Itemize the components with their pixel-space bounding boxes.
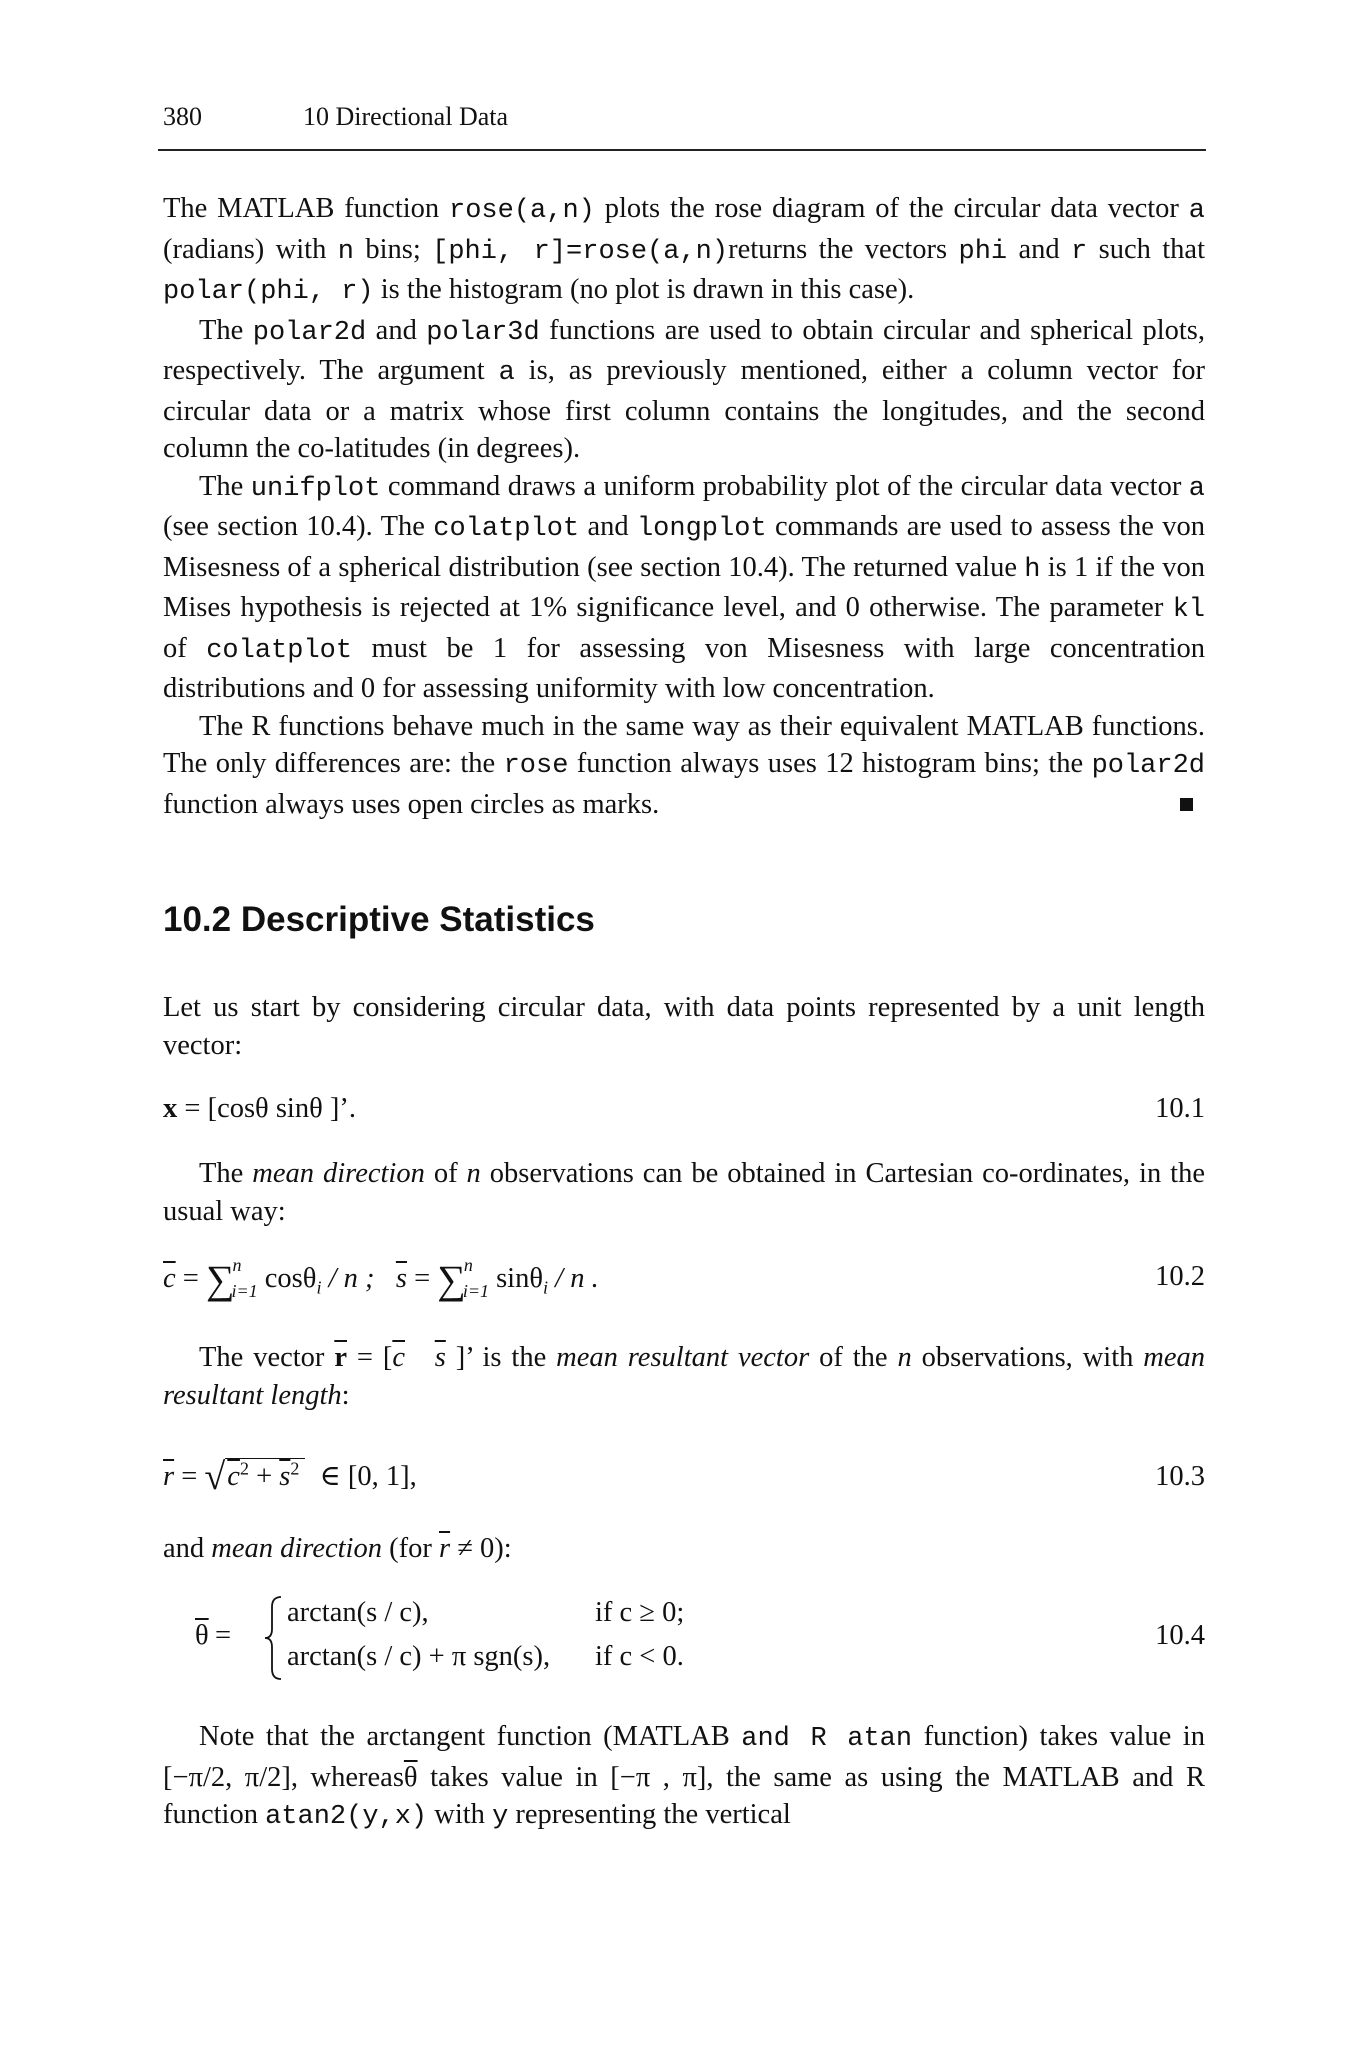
text: (radians) with	[163, 233, 338, 265]
case-1-expression: arctan(s / c),	[287, 1597, 429, 1628]
text: Let us start by considering circular data, with data points represented by a unit length vector:	[163, 992, 1205, 1061]
code: polar2d	[1091, 751, 1205, 781]
text: function always uses 12 histogram bins; the	[568, 748, 1092, 779]
text: The	[199, 470, 251, 502]
subscript: i	[543, 1277, 549, 1298]
code: unifplot	[250, 473, 381, 504]
case-2-expression: arctan(s / c) + π sgn(s),	[287, 1641, 551, 1672]
equation-number: 10.3	[1155, 1461, 1205, 1492]
text: :	[341, 1379, 350, 1411]
sum-symbol: ∑	[205, 1257, 235, 1302]
code: h	[1024, 554, 1041, 585]
paragraph-7	[163, 1339, 1205, 1414]
text: (see section 10.4). The	[163, 511, 434, 542]
text: takes value in [−π , π], the same as using the MATLAB and R function	[163, 1761, 1205, 1830]
equation-body	[163, 1093, 356, 1124]
code: polar(phi, r)	[163, 277, 374, 307]
equation-10-3	[163, 1455, 1205, 1505]
text: Note that the arctangent function (MATLAB	[199, 1721, 742, 1752]
header-rule	[158, 149, 1206, 151]
equation-10-4	[163, 1595, 1205, 1685]
code: rose	[503, 751, 569, 781]
section-heading: 10.2 Descriptive Statistics	[163, 900, 595, 939]
text: is, as previously mentioned, either a column vector for circular data or a matrix whose first column contains the longitudes, and the second column the co-latitudes (in degrees).	[163, 355, 1205, 464]
text: ≠ 0):	[450, 1533, 512, 1564]
code: phi	[958, 236, 1008, 267]
sum-upper: n	[232, 1255, 242, 1275]
text: such that	[1087, 233, 1206, 265]
term: mean direction	[252, 1158, 425, 1189]
text: ]’ is the	[445, 1342, 557, 1373]
term: mean direction	[211, 1533, 382, 1564]
text: is 1 if the von Mises hypothesis is rejected at 1% significance level, and 0 otherwise. The parameter	[163, 551, 1205, 623]
paragraph-8	[163, 1530, 1205, 1568]
text: plots the rose diagram of the circular data vector	[594, 193, 1189, 224]
term: mean resultant vector	[556, 1342, 810, 1373]
text: sinθ	[488, 1263, 544, 1294]
code: a	[1188, 473, 1205, 504]
paragraph-2	[163, 312, 1205, 468]
sum-upper: n	[463, 1255, 473, 1275]
s-bar: $\overline{s}$	[434, 1342, 446, 1373]
text: The	[199, 314, 253, 346]
left-brace-icon	[263, 1595, 285, 1681]
s-bar: $\overline{s}$	[395, 1263, 407, 1294]
vector-x: x	[163, 1093, 178, 1124]
text: of	[163, 632, 207, 664]
text: functions are used to obtain circular and spherical plots, respectively. The argument	[163, 314, 1206, 386]
equation-number: 10.4	[1155, 1620, 1205, 1651]
sum-lower: i=1	[462, 1281, 489, 1301]
exponent: 2	[290, 1458, 300, 1479]
text: The vector	[199, 1342, 335, 1373]
text: observations can be obtained in Cartesian co-ordinates, in the usual way:	[163, 1158, 1205, 1227]
sum-symbol: ∑	[437, 1257, 466, 1302]
code: colatplot	[433, 514, 580, 544]
text: with	[427, 1799, 493, 1830]
code: rose(a,n)	[449, 196, 595, 226]
chapter-title: 10 Directional Data	[303, 102, 509, 131]
paragraph-4	[163, 708, 1205, 824]
text: / n .	[548, 1263, 599, 1294]
text: (for	[381, 1533, 439, 1564]
text: returns the vectors	[728, 233, 959, 265]
equation-body	[163, 1255, 599, 1302]
end-of-proof-square	[1180, 798, 1193, 811]
code: n	[337, 236, 354, 267]
r-bar-vector: $\overline{r}$	[334, 1342, 347, 1373]
text: =	[174, 1461, 205, 1492]
equation-10-1	[163, 1093, 1205, 1133]
case-2-condition: if c < 0.	[595, 1641, 684, 1672]
paragraph-6	[163, 1155, 1205, 1230]
text: / n ;	[321, 1263, 382, 1294]
c-bar: c	[227, 1461, 240, 1492]
r-bar: $\overline{r}$	[438, 1533, 451, 1564]
text: The MATLAB function	[163, 193, 450, 224]
text: of	[424, 1158, 467, 1189]
text: bins;	[353, 233, 433, 265]
code: kl	[1172, 595, 1205, 625]
text: = [cosθ sinθ ]’.	[177, 1093, 356, 1124]
text: must be 1 for assessing von Misesness with large concentration distributions and 0 for assessing uniformity with low concentration.	[163, 632, 1205, 704]
text: The	[199, 1158, 253, 1189]
sqrt-radicand	[225, 1458, 305, 1492]
theta-bar: $\overline{\theta}$	[195, 1620, 209, 1651]
c-bar: $\overline{c}$	[392, 1342, 406, 1373]
r-bar: $\overline{r}$	[163, 1461, 175, 1492]
text: function) takes value in [−π/2, π/2], whereas	[163, 1721, 1205, 1793]
text: is the histogram (no plot is drawn in this case).	[373, 274, 915, 305]
sqrt-symbol: √	[204, 1456, 226, 1498]
text: and	[579, 511, 637, 542]
code: longplot	[636, 514, 767, 544]
code: atan2(y,x)	[265, 1802, 428, 1832]
text: observations, with	[911, 1342, 1144, 1373]
text: cosθ	[257, 1263, 317, 1294]
paragraph-1	[163, 190, 1205, 823]
code: polar3d	[426, 317, 540, 348]
text: and	[163, 1533, 212, 1564]
code: r	[1071, 236, 1088, 267]
text: command draws a uniform probability plot of the circular data vector	[380, 470, 1189, 502]
equation-number: 10.2	[1155, 1261, 1205, 1292]
text: =	[175, 1263, 206, 1294]
code: and R atan	[741, 1724, 913, 1754]
text: = [	[346, 1342, 393, 1373]
code: [phi, r]=rose(a,n)	[432, 236, 729, 267]
text: =	[406, 1263, 438, 1294]
paragraph-3	[163, 468, 1205, 708]
text: function always uses open circles as marks.	[163, 788, 660, 820]
text: The R functions behave much in the same way as their equivalent MATLAB functions. The only differences are: the	[163, 710, 1205, 779]
subscript: i	[316, 1277, 322, 1298]
paragraph-5	[163, 989, 1205, 1064]
text: representing the vertical	[508, 1799, 791, 1830]
equation-10-2	[163, 1255, 1205, 1305]
code: a	[1188, 196, 1205, 226]
exponent: 2	[239, 1458, 249, 1479]
page-number: 380	[163, 102, 202, 131]
code: colatplot	[206, 635, 353, 666]
variable: n	[897, 1342, 912, 1373]
term: mean resultant length	[163, 1342, 1205, 1411]
text: and	[1007, 233, 1072, 265]
paragraph-9	[163, 1718, 1205, 1837]
text: +	[248, 1461, 280, 1492]
equation-number: 10.1	[1155, 1093, 1205, 1124]
s-bar: $\overline{s}$	[279, 1461, 291, 1492]
c-bar: $\overline{c}$	[163, 1263, 176, 1294]
text: commands are used to assess the von Misesness of a spherical distribution (see section 10.4). The returned value	[163, 511, 1205, 583]
case-1-condition: if c ≥ 0;	[595, 1597, 685, 1628]
code: polar2d	[252, 317, 367, 348]
variable: n	[466, 1158, 481, 1189]
theta-bar: $\overline{\theta}$	[403, 1761, 418, 1793]
text: of the	[809, 1342, 898, 1373]
sum-lower: i=1	[231, 1281, 258, 1301]
equation-body	[163, 1456, 417, 1498]
code: a	[498, 358, 515, 388]
text: =	[215, 1620, 232, 1651]
text: and	[366, 314, 427, 346]
code: y	[492, 1802, 509, 1832]
text: ∈ [0, 1],	[319, 1461, 417, 1492]
